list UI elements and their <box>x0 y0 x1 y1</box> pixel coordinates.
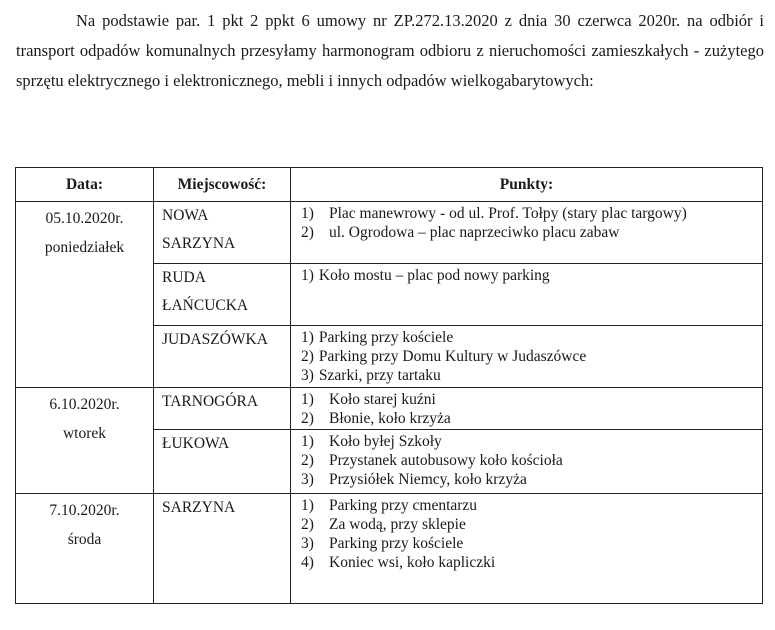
intro-text <box>16 6 764 96</box>
place-cell <box>154 430 291 494</box>
point-number: 2) <box>301 516 314 533</box>
point-number: 1) <box>301 433 314 450</box>
date-cell <box>16 494 154 604</box>
point-text: Przysiółek Niemcy, koło krzyża <box>329 471 527 488</box>
place-name-line: RUDA <box>162 269 206 286</box>
weekday-value: wtorek <box>62 425 107 442</box>
date-cell <box>16 388 154 494</box>
date-value: 05.10.2020r. <box>45 210 124 227</box>
point-number: 3) <box>301 535 314 552</box>
points-cell <box>291 388 763 430</box>
point-text: Parking przy kościele <box>318 329 454 346</box>
point-number: 2) <box>301 348 314 365</box>
list-item <box>301 451 762 470</box>
point-number: 2) <box>301 410 314 427</box>
point-text: Parking przy kościele <box>329 535 464 552</box>
place-name-line: NOWA <box>162 207 209 224</box>
point-text: Koło mostu – plac pod nowy parking <box>318 267 550 284</box>
point-number: 2) <box>301 452 314 469</box>
points-list <box>291 264 762 285</box>
points-cell <box>291 326 763 388</box>
place-cell <box>154 326 291 388</box>
point-text: Koło byłej Szkoły <box>329 433 442 450</box>
list-item <box>301 470 762 489</box>
point-number: 1) <box>301 391 314 408</box>
date-cell <box>16 202 154 388</box>
list-item <box>301 390 762 409</box>
point-text: Błonie, koło krzyża <box>329 410 451 427</box>
header-place: Miejscowość: <box>154 168 291 202</box>
points-cell <box>291 494 763 604</box>
point-text: Plac manewrowy - od ul. Prof. Tołpy (stary plac targowy) <box>329 205 687 222</box>
place-name-line: SARZYNA <box>162 235 236 252</box>
table-row <box>16 388 763 430</box>
date-value: 7.10.2020r. <box>49 502 120 519</box>
list-item <box>301 409 762 428</box>
point-number: 1) <box>301 205 314 222</box>
points-list <box>291 494 762 572</box>
point-number: 1) <box>301 329 314 346</box>
place-name-line: ŁUKOWA <box>162 435 230 452</box>
weekday-value: poniedziałek <box>44 239 125 256</box>
list-item <box>301 204 762 223</box>
header-date: Data: <box>16 168 154 202</box>
date-value: 6.10.2020r. <box>49 396 120 413</box>
list-item <box>301 223 762 242</box>
table-row <box>16 494 763 604</box>
points-cell <box>291 430 763 494</box>
place-cell <box>154 494 291 604</box>
intro-paragraph: Na podstawie par. 1 pkt 2 ppkt 6 umowy nr ZP.272.13.2020 z dnia 30 czerwca 2020r. na odbiór i transport odpadów komunalnych przesyłamy harmonogram odbioru z nieruchomości zamieszkałych - zużytego sprzętu elektrycznego i elektronicznego, mebli i innych odpadów wielkogabarytowych: <box>16 11 764 90</box>
point-text: Przystanek autobusowy koło kościoła <box>329 452 563 469</box>
list-item <box>301 347 762 366</box>
points-list <box>291 388 762 428</box>
point-text: Parking przy Domu Kultury w Judaszówce <box>318 348 587 365</box>
list-item <box>301 515 762 534</box>
place-cell <box>154 388 291 430</box>
list-item <box>301 553 762 572</box>
point-number: 1) <box>301 267 314 284</box>
points-list <box>291 326 762 385</box>
point-text: Koło starej kuźni <box>329 391 436 408</box>
point-text: Za wodą, przy sklepie <box>329 516 466 533</box>
list-item <box>301 366 762 385</box>
place-name-line: JUDASZÓWKA <box>162 331 268 348</box>
point-text: ul. Ogrodowa – plac naprzeciwko placu zabaw <box>329 224 620 241</box>
place-name-line: ŁAŃCUCKA <box>162 297 249 314</box>
points-list <box>291 202 762 242</box>
points-list <box>291 430 762 489</box>
table-header-row <box>16 168 763 202</box>
table-row <box>16 202 763 264</box>
place-name-line: SARZYNA <box>162 499 236 516</box>
point-text: Parking przy cmentarzu <box>329 497 478 514</box>
points-cell <box>291 264 763 326</box>
list-item <box>301 266 762 285</box>
point-number: 2) <box>301 224 314 241</box>
place-name-line: TARNOGÓRA <box>162 393 259 410</box>
point-number: 1) <box>301 497 314 514</box>
collection-schedule-table <box>15 167 763 604</box>
list-item <box>301 328 762 347</box>
point-number: 3) <box>301 367 314 384</box>
points-cell <box>291 202 763 264</box>
point-number: 3) <box>301 471 314 488</box>
point-text: Koniec wsi, koło kapliczki <box>329 554 496 571</box>
header-points: Punkty: <box>291 168 763 202</box>
list-item <box>301 534 762 553</box>
weekday-value: środa <box>67 531 102 548</box>
list-item <box>301 432 762 451</box>
place-cell <box>154 264 291 326</box>
point-text: Szarki, przy tartaku <box>318 367 441 384</box>
point-number: 4) <box>301 554 314 571</box>
place-cell <box>154 202 291 264</box>
list-item <box>301 496 762 515</box>
